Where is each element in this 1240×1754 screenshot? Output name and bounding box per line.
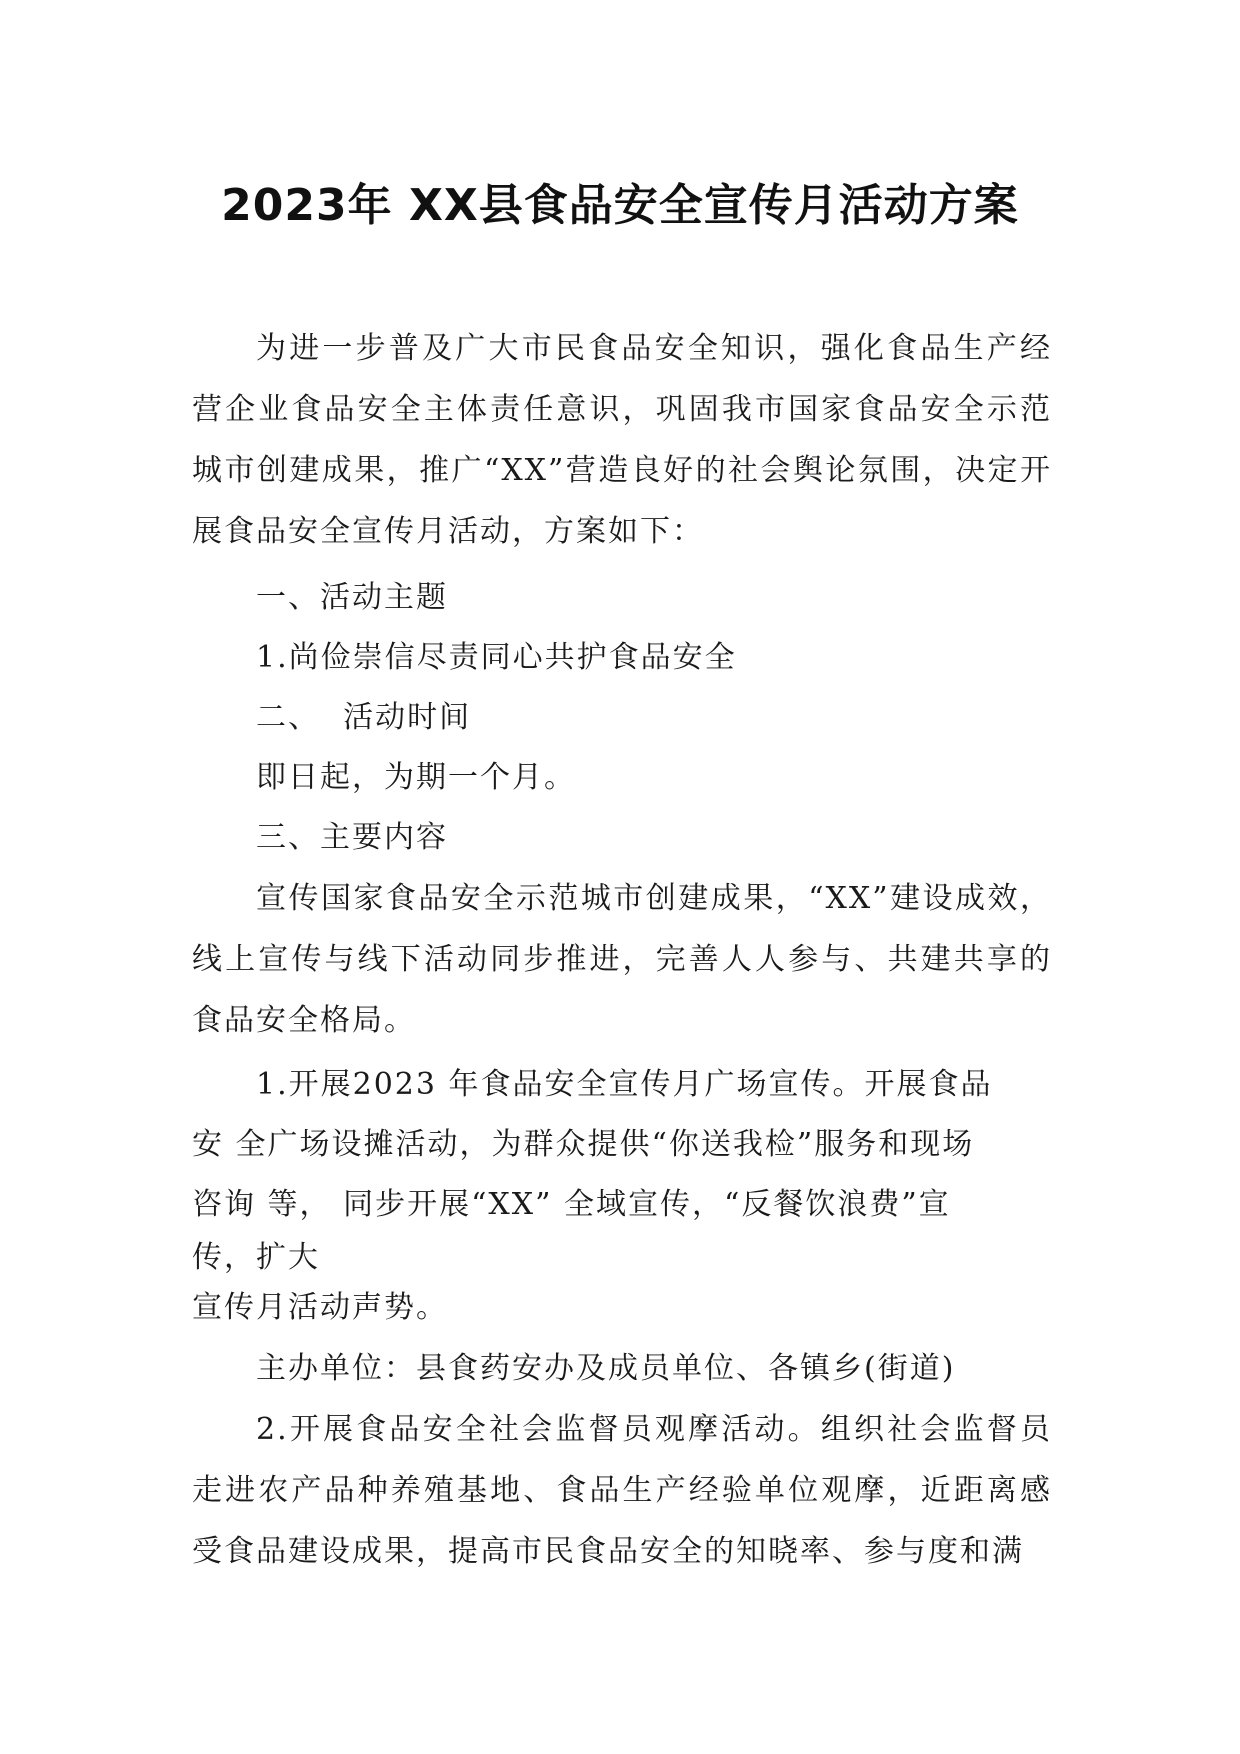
section-heading-time: 二、 活动时间 <box>256 700 472 735</box>
section-heading-content: 三、主要内容 <box>256 820 448 855</box>
content-item-1 <box>192 1055 1052 1335</box>
time-text: 即日起，为期一个月。 <box>256 760 576 795</box>
intro-paragraph: 为进一步普及广大市民食品安全知识，强化食品生产经营企业食品安全主体责任意识，巩固我市国家食品安全示范城市创建成果，推广“XX”营造良好的社会舆论氛围，决定开展食品安全宣传月活动，方案如下： <box>192 331 1052 549</box>
document-title: 2023年 XX县食品安全宣传月活动方案 <box>221 180 1019 231</box>
section-heading-theme: 一、活动主题 <box>256 580 448 615</box>
organizer-line: 主办单位：县食药安办及成员单位、各镇乡(街道) <box>256 1351 956 1386</box>
content-intro-paragraph: 宣传国家食品安全示范城市创建成果，“XX”建设成效，线上宣传与线下活动同步推进，完善人人参与、共建共享的食品安全格局。 <box>192 881 1052 1038</box>
item1-line: 传，扩大 <box>192 1240 320 1275</box>
document-body <box>192 318 1052 1582</box>
item1-line: 1.开展2023 年食品安全宣传月广场宣传。开展食品 <box>256 1067 993 1102</box>
theme-item: 1.尚俭崇信尽责同心共护食品安全 <box>256 640 737 675</box>
item1-line: 安 全广场设摊活动，为群众提供“你送我检”服务和现场 <box>192 1127 975 1162</box>
item1-line: 宣传月活动声势。 <box>192 1290 448 1325</box>
content-item-2-paragraph: 2.开展食品安全社会监督员观摩活动。组织社会监督员走进农产品种养殖基地、食品生产经验单位观摩，近距离感受食品建设成果，提高市民食品安全的知晓率、参与度和满 <box>192 1412 1052 1569</box>
item1-line: 咨询 等， 同步开展“XX” 全域宣传，“反餐饮浪费”宣 <box>192 1187 951 1222</box>
